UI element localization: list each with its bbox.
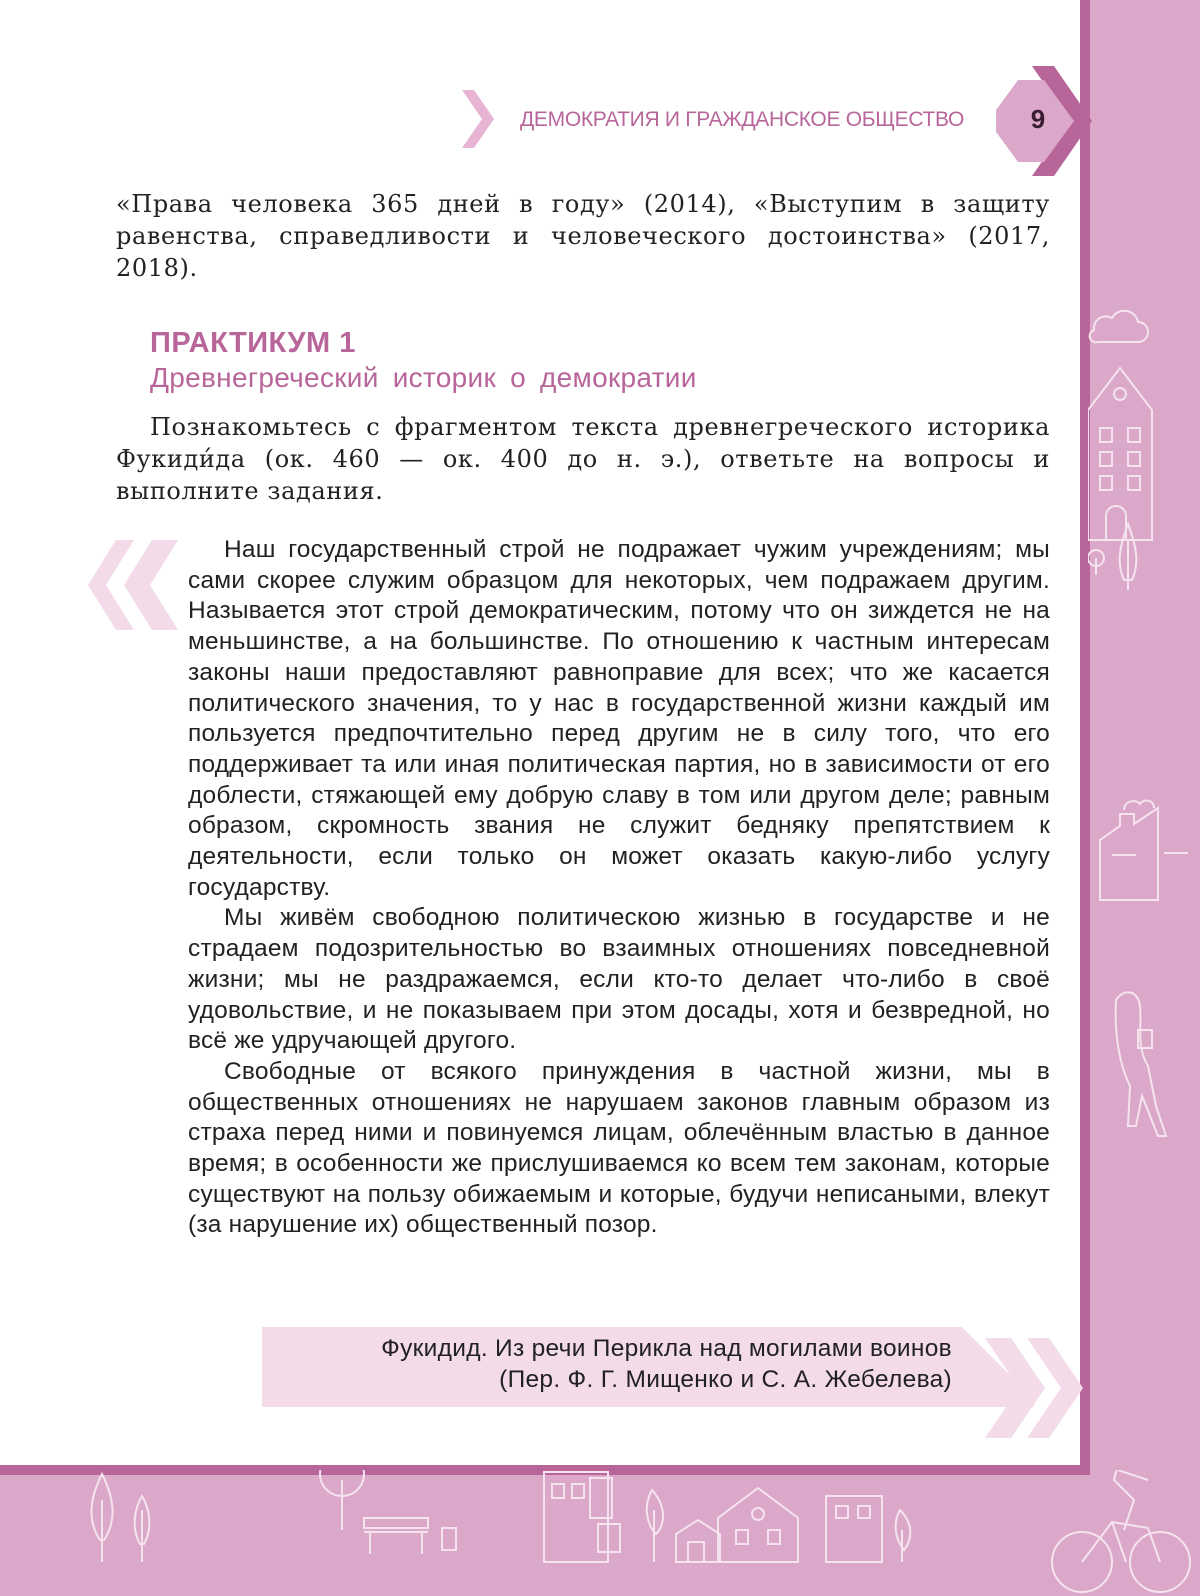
quote-paragraph: Свободные от всякого принуждения в частной жизни, мы в общественных отношениях не нарушаем законов главным образом из страха перед ними и повинуемся лицам, облечённым властью в данное время; в особенности же прислушиваемся ко всем тем законам, которые существуют на пользу обижаемым и которые, будучи неписаными, влекут (за нарушение их) общественный позор. xyxy=(188,1057,1050,1239)
page-number: 9 xyxy=(1030,104,1046,134)
city-lineart-illustration xyxy=(1088,300,1198,1160)
source-line-author: Фукидид. Из речи Перикла над могилами воинов xyxy=(381,1335,952,1362)
source-line-translators: (Пер. Ф. Г. Мищенко и С. А. Жебелева) xyxy=(499,1366,952,1393)
intro-paragraph: «Права человека 365 дней в году» (2014), «Выступим в защиту равенства, справедливости и человеческого достоинства» (2017, 2018). xyxy=(116,190,1050,282)
quote-paragraph: Наш государственный строй не подражает чужим учреждениям; мы сами скорее служим образцом для некоторых, чем подражаем другим. Называется этот строй демократическим, потому что он зиждется не на меньшинстве, а на большинстве. По отношению к частным интересам законы наши предоставляют равноправие для всех; что же касается политического значения, то у нас в государственной жизни каждый им пользуется предпочтительно перед другим не в силу того, что его поддерживает та или иная политическая партия, но в зависимости от его доблести, стяжающей ему добрую славу в том или другом деле; равным образом, скромность звания не служит бедняку препятствием к деятельности, если только он может оказать какую-либо услугу государству. xyxy=(188,536,1050,901)
street-lineart-illustration xyxy=(0,1470,1200,1596)
practicum-subtitle: Древнегреческий историк о демократии xyxy=(150,362,697,393)
historian-quote xyxy=(188,535,1050,1241)
quote-paragraph: Мы живём свободною политическою жизнью в государстве и не страдаем подозрительностью во взаимных отношениях повседневной жизни; мы не раздражаемся, если кто-то делает что-либо в своё удовольствие, и не показываем при этом досады, хотя и безвредной, но всё же удручающей другого. xyxy=(188,904,1050,1055)
quote-source xyxy=(262,1333,952,1395)
open-quote-chevron-icon xyxy=(88,540,180,630)
header-chevron-icon xyxy=(462,90,494,148)
chapter-title: ДЕМОКРАТИЯ И ГРАЖДАНСКОЕ ОБЩЕСТВО xyxy=(520,108,965,131)
practicum-title: ПРАКТИКУМ 1 xyxy=(150,327,356,359)
close-quote-chevron-icon xyxy=(985,1338,1095,1438)
task-instructions: Познакомьтесь с фрагментом текста древнегреческого историка Фукиди́да (ок. 460 — ок. 400 до н. э.), ответьте на вопросы и выполните задания. xyxy=(116,413,1050,505)
